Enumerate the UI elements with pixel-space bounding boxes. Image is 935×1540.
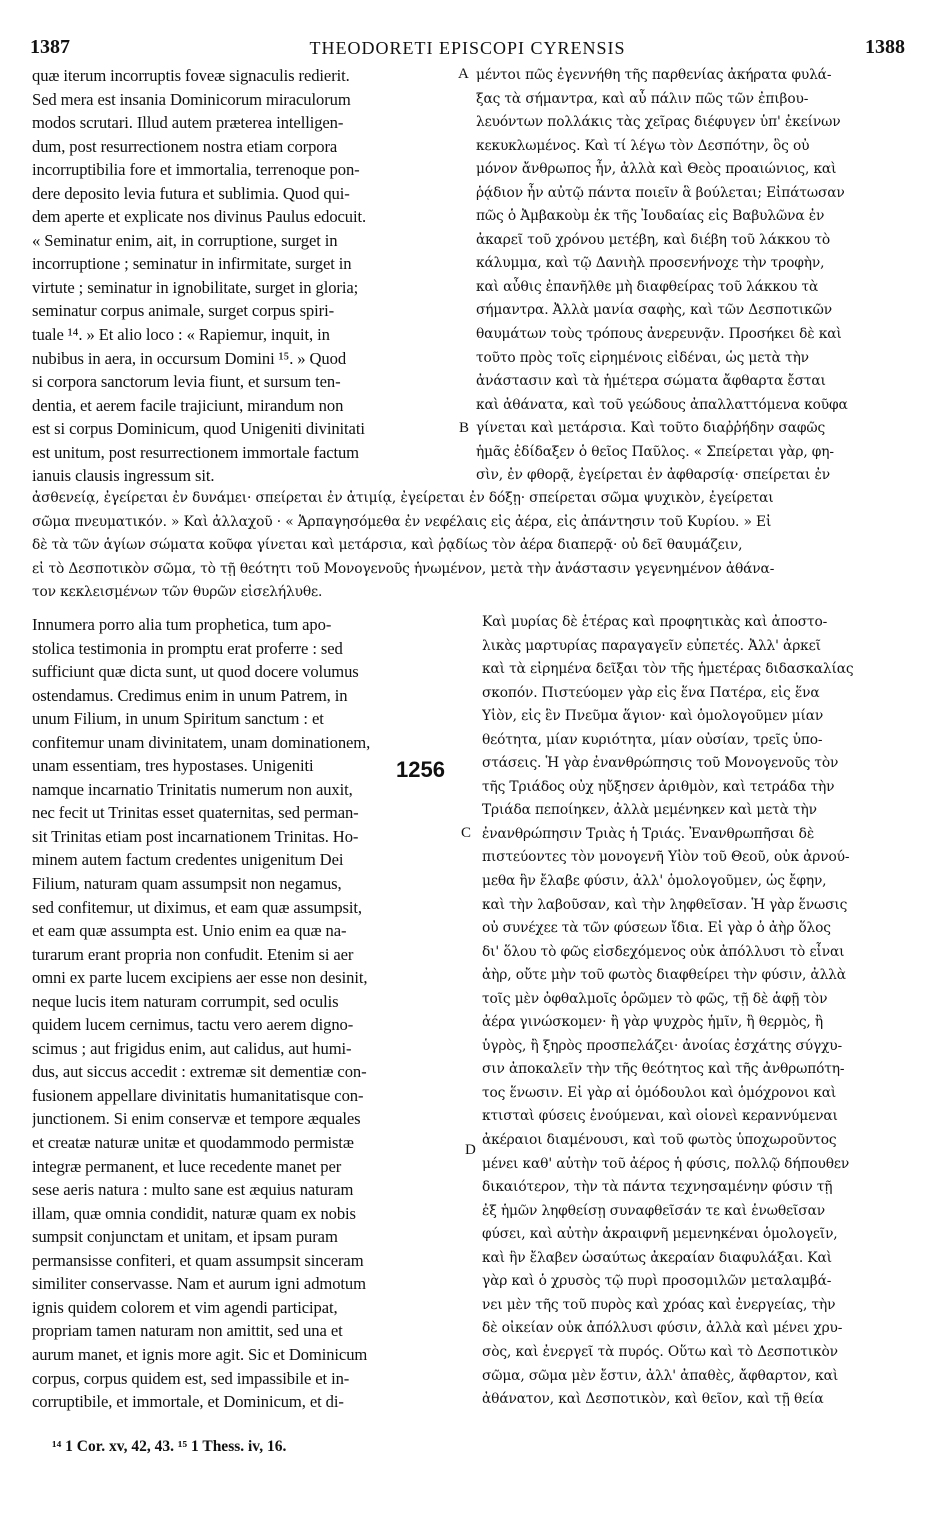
- text-line: ostendamus. Credimus enim in unum Patrem, in: [32, 685, 348, 705]
- text-line: dus, aut siccus accedit : extremæ sit dementiæ con-: [32, 1062, 367, 1082]
- text-line: sumpsit conjunctam et unitam, et ipsam puram: [32, 1227, 338, 1247]
- text-line: καὶ ἀθάνατα, καὶ τοῦ γεώδους ἀπαλλαττόμενα κοῦφα: [476, 396, 848, 413]
- text-line: sufficiunt quæ dicta sunt, ut quod docere volumus: [32, 662, 359, 682]
- text-line: κτισταὶ φύσεις ἑνούμεναι, καὶ οἱονεὶ κεραννύμεναι: [482, 1108, 838, 1125]
- text-line: μόνον ἄνθρωπος ἦν, ἀλλὰ καὶ Θεὸς προαιώνιος, καὶ: [476, 161, 837, 178]
- text-line: virtute ; seminatur in ignobilitate, surget in gloria;: [32, 277, 359, 297]
- text-line: ἀκέραιοι διαμένουσι, καὶ τοῦ φωτὸς ὑποχωροῦντος: [482, 1132, 837, 1149]
- text-line: φύσει, καὶ αὐτὴν ἀκραιφνῆ μεμενηκέναι ὁμολογεῖν,: [482, 1226, 838, 1243]
- text-line: μέντοι πῶς ἐγεννήθη τῆς παρθενίας ἀκήρατα φυλά-: [476, 67, 832, 83]
- greek-column-top: [476, 64, 906, 488]
- text-line: δὲ οἰκείαν οὐκ ἀπόλλυσι φύσιν, ἀλλὰ καὶ μένει χρυ-: [482, 1320, 843, 1337]
- text-line: εἰ τὸ Δεσποτικὸν σῶμα, τὸ τῇ θεότητι τοῦ Μονογενοῦς ἡνωμένον, μετὰ τὴν ἀνάστασιν γεγενημένον ἀθάνα-: [32, 560, 775, 577]
- text-line: ἐνανθρώπησιν Τριὰς ἡ Τριάς. Ἐνανθρωπῆσαι δὲ: [482, 825, 815, 842]
- text-line: neque lucis item naturam corrumpit, sed oculis: [32, 991, 339, 1011]
- text-line: κάλυμμα, καὶ τῷ Δανιὴλ προσενήνοχε τὴν τροφὴν,: [476, 255, 825, 272]
- text-line: unum Filium, in unum Spiritum sanctum : et: [32, 709, 324, 729]
- text-line: δικαιότερον, τὴν τὰ πάντα τεχνησαμένην φύσιν τῇ: [482, 1179, 833, 1196]
- text-line: Τριάδα πεποίηκεν, ἀλλὰ μεμένηκεν καὶ μετὰ τὴν: [482, 802, 817, 819]
- text-line: σιν ἀποκαλεῖν τὴν τῆς θεότητος καὶ τῆς ἀνθρωπότη-: [482, 1061, 845, 1078]
- text-line: λικὰς μαρτυρίας παραγαγεῖν εὐπετές. Ἀλλ' ἀρκεῖ: [482, 637, 821, 654]
- page-number-right: 1388: [865, 36, 905, 58]
- text-line: Sed mera est insania Dominicorum miraculorum: [32, 89, 351, 109]
- text-line: quæ iterum incorruptis foveæ signaculis redierit.: [32, 66, 350, 85]
- latin-column-top: [32, 64, 456, 488]
- text-line: γίνεται καὶ μετάρσια. Καὶ τοῦτο διαῤῥήδην σαφῶς: [476, 420, 826, 437]
- text-line: tuale ¹⁴. » Et alio loco : « Rapiemur, inquit, in: [32, 325, 330, 345]
- text-line: δι' ὅλου τὸ φῶς εἰσδεχόμενος οὐκ ἀπόλλυσι τὸ εἶναι: [482, 943, 845, 960]
- text-line: καὶ τὰ εἰρημένα δεῖξαι τὸν τῆς ἡμετέρας διδασκαλίας: [482, 661, 854, 678]
- text-line: nubibus in aera, in occursum Domini ¹⁵. » Quod: [32, 348, 347, 368]
- text-line: καὶ τὴν λαβοῦσαν, καὶ τὴν ληφθεῖσαν. Ἡ γὰρ ἕνωσις: [482, 896, 848, 913]
- text-line: unam essentiam, tres hypostases. Unigeniti: [32, 756, 314, 776]
- text-line: est si corpus Dominicum, quod Unigeniti divinitati: [32, 419, 365, 439]
- text-line: ἀὴρ, οὔτε μὴν τοῦ φωτὸς διαφθείρει τὴν φύσιν, ἀλλὰ: [482, 967, 846, 984]
- text-line: incorruptibilia fore et immortalia, terrenoque pon-: [32, 160, 360, 180]
- running-header: [30, 36, 905, 62]
- text-line: σκοπόν. Πιστεύομεν γὰρ εἰς ἕνα Πατέρα, εἰς ἕνα: [482, 684, 820, 701]
- text-line: omni ex parte lucem excipiens aer esse non desinit,: [32, 968, 368, 988]
- text-line: si corpora sanctorum levia fiunt, et sursum ten-: [32, 372, 341, 392]
- text-line: ἀνάστασιν καὶ τὰ ἡμέτερα σώματα ἄφθαρτα ἔσται: [476, 373, 826, 390]
- text-line: ignis quidem colorem et vim agendi participat,: [32, 1297, 338, 1317]
- page-number-left: 1387: [30, 36, 70, 58]
- text-line: ἀσθενείᾳ, ἐγείρεται ἐν δυνάμει· σπείρεται ἐν ἀτιμίᾳ, ἐγείρεται ἐν δόξῃ· σπείρεται σῶμα ψυχικὸν, ἐγείρεται: [32, 490, 774, 506]
- text-line: ἡμᾶς ἐδίδαξεν ὁ θεῖος Παῦλος. « Σπείρεται γὰρ, φη-: [476, 443, 834, 460]
- text-line: ὑγρὸς, ἢ ξηρὸς προσπελάζει· ἀνοίας ἐσχάτης σύγχυ-: [482, 1037, 843, 1054]
- text-line: σὸς, καὶ ἐνεργεῖ τὰ πυρός. Οὕτω καὶ τὸ Δεσποτικὸν: [482, 1343, 838, 1360]
- text-line: similiter conservasse. Nam et aurum igni admotum: [32, 1274, 366, 1294]
- margin-marker-d: D: [465, 1142, 476, 1158]
- text-line: στάσεις. Ἡ γὰρ ἐνανθρώπησις τοῦ Μονογενοῦς τὸν: [482, 755, 839, 772]
- text-line: dere deposito levia futura et sublimia. Quod qui-: [32, 183, 350, 203]
- text-line: σήμαντρα. Ἀλλὰ μανία σαφὴς, καὶ τῶν Δεσποτικῶν: [476, 302, 832, 319]
- text-line: σῶμα πνευματικόν. » Καὶ ἀλλαχοῦ · « Ἁρπαγησόμεθα ἐν νεφέλαις εἰς ἀέρα, εἰς ἀπάντησιν τοῦ Κυρίου. » Εἰ: [32, 513, 772, 530]
- text-line: Υἱὸν, εἰς ἓν Πνεῦμα ἅγιον· καὶ ὁμολογοῦμεν μίαν: [482, 708, 824, 725]
- text-line: « Seminatur enim, ait, in corruptione, surget in: [32, 230, 338, 250]
- text-line: nec fecit ut Trinitas esset quaternitas, sed perman-: [32, 803, 359, 823]
- text-line: θαυμάτων τοὺς τρόπους ἀνερευνᾷν. Προσήκει δὲ καὶ: [476, 326, 842, 343]
- text-line: dentia, et aerem facile trajiciunt, mirandum non: [32, 395, 344, 415]
- text-line: est unitum, post resurrectionem immortale factum: [32, 442, 359, 462]
- text-line: seminatur corpus animale, surget corpus spiri-: [32, 301, 335, 321]
- text-line: Innumera porro alia tum prophetica, tum apo-: [32, 615, 332, 634]
- text-line: dem aperte et explicate nos divinus Paulus edocuit.: [32, 207, 367, 227]
- text-line: τῆς Τριάδος οὐχ ηὔξησεν ἀριθμὸν, καὶ τετράδα τὴν: [482, 778, 835, 795]
- text-line: junctionem. Si enim conservæ et tempore æquales: [32, 1109, 361, 1129]
- text-line: et eam quæ assumpta est. Unio enim ea quæ na-: [32, 921, 347, 941]
- margin-marker-b: B: [459, 420, 470, 436]
- text-line: ἐξ ἡμῶν ληφθείσῃ συναφθεῖσάν τε καὶ ἑνωθεῖσαν: [482, 1202, 825, 1219]
- text-line: τον κεκλεισμένων τῶν θυρῶν εἰσελήλυθε.: [32, 584, 323, 601]
- text-line: confitemur unam divinitatem, unam dominationem,: [32, 732, 371, 752]
- text-line: ianuis clausis ingressum sit.: [32, 466, 215, 486]
- text-line: κεκυκλωμένος. Καὶ τί λέγω τὸν Δεσπότην, ὃς οὐ: [476, 137, 810, 154]
- text-line: ἀκαρεῖ τοῦ χρόνου μετέβη, καὶ διέβη τοῦ λάκκου τὸ: [476, 231, 831, 248]
- text-line: ῥᾴδιον ἦν αὐτῷ πάντα ποιεῖν ἃ βούλεται; Εἰπάτωσαν: [476, 184, 845, 201]
- text-line: Καὶ μυρίας δὲ ἑτέρας καὶ προφητικὰς καὶ ἀποστο-: [482, 614, 828, 630]
- text-line: minem autem factum credentes unigenitum Dei: [32, 850, 344, 870]
- text-line: turarum erant propria non confudit. Etenim si aer: [32, 944, 354, 964]
- text-line: μεθα ἣν ἔλαβε φύσιν, ἀλλ' ὁμολογοῦμεν, ὡς ἔφην,: [482, 873, 827, 890]
- text-line: corruptibile, et immortale, et Dominicum, et di-: [32, 1392, 344, 1412]
- text-line: scimus ; aut frigidus enim, aut calidus, aut humi-: [32, 1038, 352, 1058]
- text-line: σῶμα, σῶμα μὲν ἔστιν, ἀλλ' ἀπαθὲς, ἄφθαρτον, καὶ: [482, 1367, 839, 1384]
- text-line: incorruptione ; seminatur in infirmitate, surget in: [32, 254, 352, 274]
- text-line: γὰρ καὶ ὁ χρυσὸς τῷ πυρὶ προσομιλῶν μεταλαμβά-: [482, 1273, 832, 1290]
- text-line: τοῖς μὲν ὀφθαλμοῖς ὁρῶμεν τὸ φῶς, τῇ δὲ ἁφῇ τὸν: [482, 990, 828, 1007]
- text-line: dum, post resurrectionem nostra etiam corpora: [32, 136, 338, 156]
- running-title: THEODORETI EPISCOPI CYRENSIS: [309, 38, 626, 58]
- text-line: sit Trinitas etiam post incarnationem Trinitas. Ho-: [32, 826, 359, 846]
- text-line: τος ἕνωσιν. Εἰ γὰρ αἱ ὁμόδουλοι καὶ ὁμόχρονοι καὶ: [482, 1084, 837, 1101]
- text-line: quidem lucem cernimus, tactu vero aerem digno-: [32, 1015, 354, 1035]
- text-line: Filium, naturam quam assumpsit non negamus,: [32, 874, 342, 894]
- text-line: illam, quæ omnia condidit, naturæ quam ex nobis: [32, 1203, 356, 1223]
- text-line: καὶ αὖθις ἐπανῆλθε μὴ διαφθείρας τοῦ λάκκου τὰ: [476, 278, 819, 295]
- text-line: ξας τὰ σήμαντρα, καὶ αὖ πάλιν πῶς τῶν ἐπιβου-: [476, 90, 809, 107]
- text-line: θεότητα, μίαν κυριότητα, μίαν οὐσίαν, τρεῖς ὑπο-: [482, 731, 823, 748]
- text-line: τοῦτο πρὸς τοῖς εἰρημένοις εἰδέναι, ὡς μετὰ τὴν: [476, 349, 809, 366]
- footnotes: ¹⁴ 1 Cor. xv, 42, 43. ¹⁵ 1 Thess. iv, 16.: [52, 1438, 287, 1455]
- text-line: sed confitemur, ut diximus, et eam quæ assumpsit,: [32, 897, 362, 917]
- text-line: permansisse confiteri, et quam assumpsit sinceram: [32, 1250, 364, 1270]
- text-line: λευόντων πολλάκις τὰς χεῖρας διέφυγεν ὑπ' ἐκείνων: [476, 114, 841, 131]
- text-line: sese aeris natura : multo sane est æquius naturam: [32, 1180, 354, 1200]
- margin-marker-c: C: [461, 825, 472, 841]
- text-line: stolica testimonia in promptu erat proferre : sed: [32, 638, 343, 658]
- text-line: ἀθάνατον, καὶ Δεσποτικὸν, καὶ θεῖον, καὶ τῇ θεία: [482, 1391, 824, 1408]
- text-line: νει μὲν τῆς τοῦ πυρὸς καὶ χρόας καὶ ἐνεργείας, τὴν: [482, 1296, 836, 1313]
- text-line: aurum manet, et ignis more agit. Sic et Dominicum: [32, 1344, 368, 1364]
- text-line: integræ permanent, et luce recedente manet per: [32, 1156, 342, 1176]
- greek-full-width-passage: [32, 487, 906, 605]
- latin-column-bottom: [32, 613, 456, 1414]
- text-line: οὐ συνέχεε τὰ τῶν φύσεων ἴδια. Εἰ γὰρ ὁ ἀὴρ ὅλος: [482, 920, 831, 937]
- text-line: namque incarnatio Trinitatis numerum non auxit,: [32, 779, 353, 799]
- text-line: πιστεύοντες τὸν μονογενῆ Υἱὸν τοῦ Θεοῦ, οὐκ ἀρνού-: [482, 849, 850, 866]
- text-line: fusionem appellare divinitatis humanitatisque con-: [32, 1085, 364, 1105]
- text-line: corpus, corpus quidem est, sed impassibile et in-: [32, 1368, 350, 1388]
- margin-marker-a: A: [458, 66, 469, 82]
- text-line: σὶν, ἐν φθορᾷ, ἐγείρεται ἐν ἀφθαρσίᾳ· σπείρεται ἐν: [476, 467, 830, 484]
- text-line: modos scrutari. Illud autem præterea intelligen-: [32, 113, 344, 133]
- column-number: 1256: [396, 757, 445, 782]
- text-line: ἀέρα γινώσκομεν· ἢ γὰρ ψυχρὸς ἡμῖν, ἢ θερμὸς, ἢ: [482, 1014, 824, 1031]
- greek-column-bottom: [482, 611, 906, 1412]
- text-line: μένει καθ' αὑτὴν τοῦ ἀέρος ἡ φύσις, πολλῷ δήπουθεν: [482, 1155, 850, 1172]
- text-line: propriam tamen naturam non amittit, sed una et: [32, 1321, 343, 1341]
- text-line: καὶ ἣν ἔλαβεν ὡσαύτως ἀκεραίαν διαφυλάξαι. Καὶ: [482, 1249, 832, 1266]
- text-line: πῶς ὁ Ἀμβακοὺμ ἐκ τῆς Ἰουδαίας εἰς Βαβυλῶνα ἐν: [476, 208, 825, 225]
- text-line: et creatæ naturæ unitæ et quodammodo permistæ: [32, 1133, 354, 1153]
- text-line: δὲ τὰ τῶν ἁγίων σώματα κοῦφα γίνεται καὶ μετάρσια, καὶ ῥᾳδίως τὸν ἀέρα διαπερᾷ· οὐ δεῖ θαυμάζειν,: [32, 537, 743, 554]
